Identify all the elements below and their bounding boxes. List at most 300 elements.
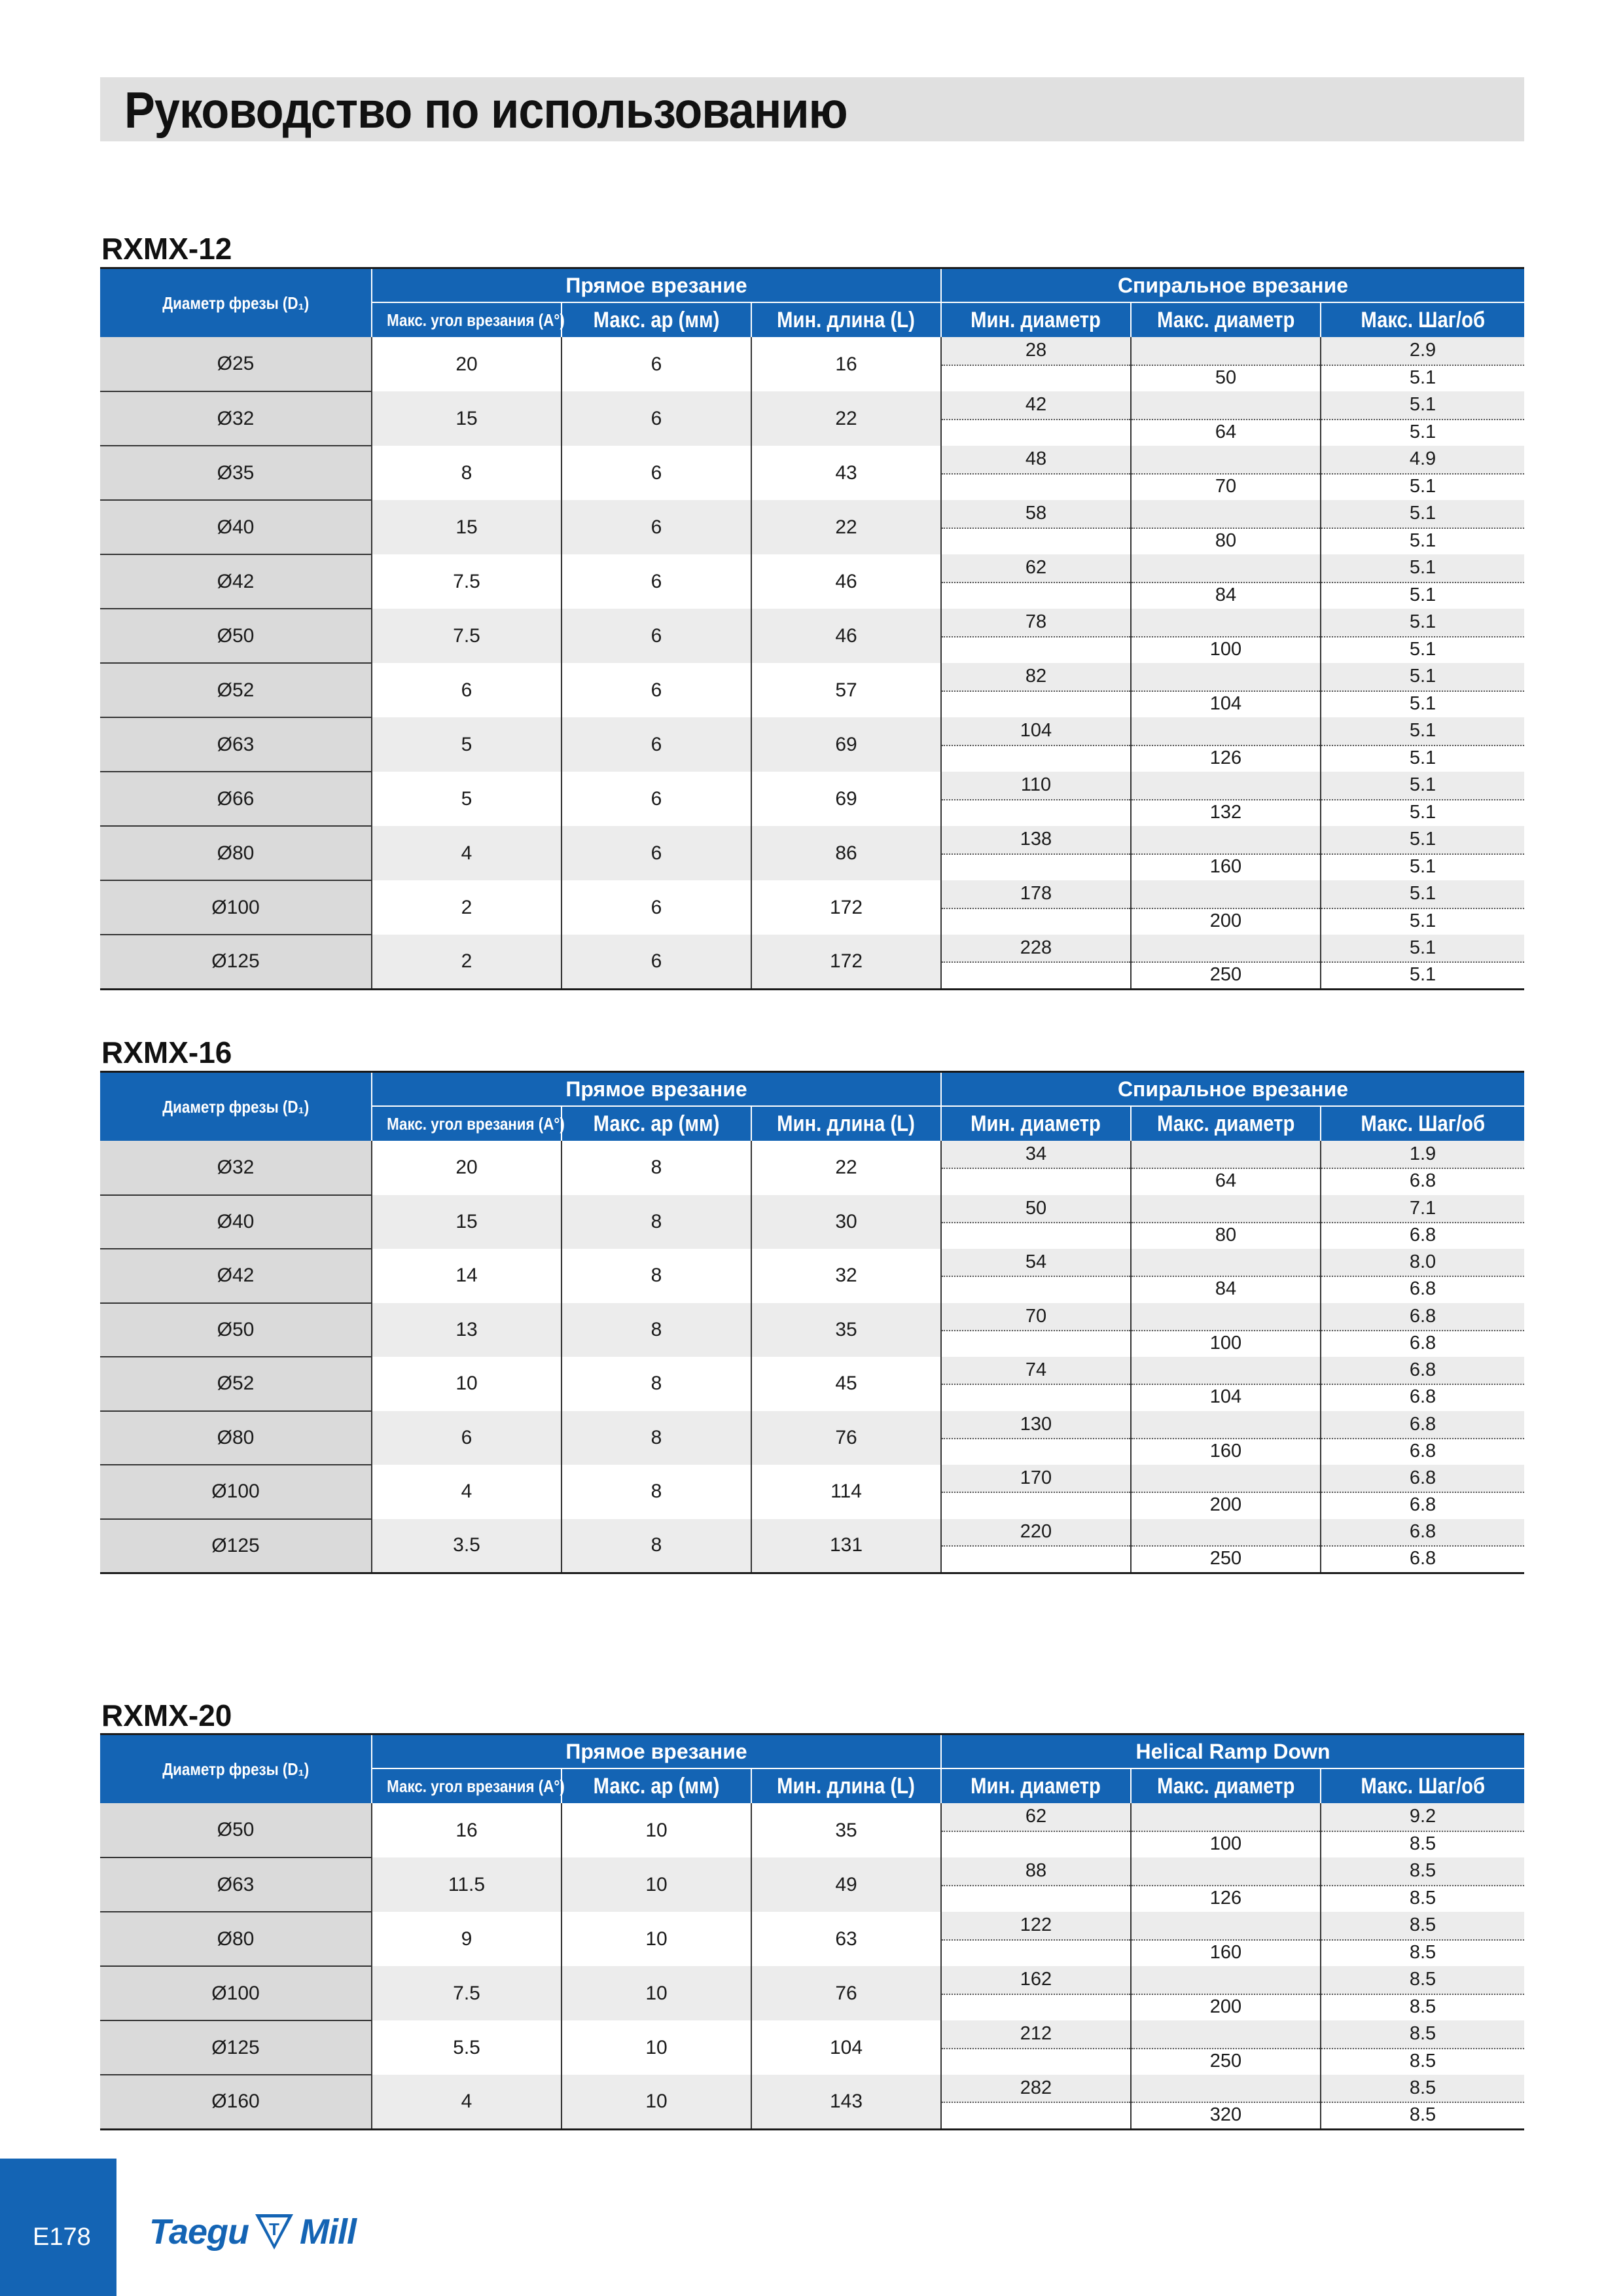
max-ap-cell: 6 [562,772,751,826]
min-diameter-upper: 58 [942,500,1130,529]
max-angle-cell: 16 [372,1803,562,1857]
max-diameter-upper [1132,1249,1320,1277]
min-diameter-lower [942,1885,1130,1912]
cutter-diameter-cell: Ø125 [100,1519,372,1573]
max-pitch-upper: 5.1 [1321,935,1524,963]
max-diameter-cell [1131,1141,1321,1195]
min-diameter-header [941,1768,1131,1803]
min-diameter-lower [942,419,1130,446]
min-diameter-upper: 130 [942,1411,1130,1439]
max-diameter-lower: 104 [1209,1386,1242,1408]
max-ap-cell: 6 [562,826,751,880]
max-pitch-upper: 8.5 [1321,1912,1524,1941]
max-ap-cell: 10 [562,1912,751,1966]
min-diameter-lower [942,1222,1130,1249]
cutter-diameter-cell: Ø100 [100,880,372,935]
max-angle-cell: 11.5 [372,1857,562,1912]
max-pitch-lower: 5.1 [1409,529,1436,551]
cutter-diameter-cell: Ø35 [100,446,372,500]
max-diameter-upper [1132,935,1320,963]
max-diameter-upper [1132,717,1320,746]
max-pitch-upper: 4.9 [1321,446,1524,475]
page-number: E178 [33,2223,91,2251]
max-diameter-lower: 80 [1215,1224,1237,1246]
max-pitch-upper: 5.1 [1321,663,1524,692]
max-diameter-cell [1131,1249,1321,1303]
table-row [100,1411,1524,1465]
min-length-cell: 35 [751,1303,941,1357]
max-angle-cell: 4 [372,826,562,880]
max-diameter-lower: 84 [1215,584,1237,605]
max-diameter-header [1131,1768,1321,1803]
min-diameter-upper: 62 [942,1803,1130,1832]
helical-ramping-header: Helical Ramp Down [941,1734,1524,1769]
max-angle-cell: 20 [372,1141,562,1195]
max-angle-header-label: Макс. угол врезания (A°) [387,310,565,330]
cutter-diameter-cell: Ø80 [100,1411,372,1465]
max-diameter-lower: 200 [1209,910,1242,931]
table-title-rxmx-12: RXMX-12 [101,232,232,266]
max-pitch-cell [1321,1519,1524,1573]
max-angle-header-label: Макс. угол врезания (A°) [387,1113,565,1134]
diameter-header [100,1734,372,1804]
max-ap-cell: 6 [562,717,751,772]
table-row [100,609,1524,663]
table-row [100,1303,1524,1357]
table-row [100,1912,1524,1966]
max-pitch-cell [1321,1357,1524,1411]
min-diameter-cell [941,500,1131,554]
min-diameter-upper: 88 [942,1857,1130,1886]
max-diameter-cell [1131,1857,1321,1912]
min-diameter-cell [941,1195,1131,1249]
cutter-diameter-cell: Ø40 [100,1195,372,1249]
min-diameter-upper: 282 [942,2075,1130,2103]
max-angle-cell: 15 [372,1195,562,1249]
max-diameter-upper [1132,1912,1320,1941]
max-ap-cell: 10 [562,1803,751,1857]
max-pitch-cell [1321,772,1524,826]
max-pitch-cell [1321,554,1524,609]
max-angle-header [372,1768,565,1803]
cutter-diameter-cell: Ø50 [100,1803,372,1857]
max-pitch-cell [1321,880,1524,935]
max-diameter-lower: 200 [1209,1996,1242,2017]
min-diameter-upper: 82 [942,663,1130,692]
max-angle-cell: 9 [372,1912,562,1966]
max-diameter-lower: 250 [1209,1547,1242,1569]
max-ap-header-label: Макс. ap (мм) [593,1773,720,1799]
min-diameter-lower [942,1831,1130,1858]
max-diameter-lower: 160 [1209,1941,1242,1963]
max-diameter-upper [1132,772,1320,800]
min-length-cell: 35 [751,1803,941,1857]
cutter-diameter-cell: Ø66 [100,772,372,826]
min-length-header-label: Мин. длина (L) [777,307,916,332]
page-title: Руководство по использованию [124,81,847,139]
min-length-header-label: Мин. длина (L) [777,1773,916,1799]
max-ap-cell: 6 [562,880,751,935]
min-length-cell: 63 [751,1912,941,1966]
min-diameter-header-label: Мин. диаметр [971,1773,1101,1799]
min-diameter-cell [941,1803,1131,1857]
max-ap-header [562,302,751,337]
max-diameter-header [1131,1106,1321,1141]
min-diameter-upper: 34 [942,1141,1130,1169]
min-diameter-upper: 78 [942,609,1130,637]
max-diameter-cell [1131,935,1321,989]
max-diameter-lower: 100 [1209,1833,1242,1854]
max-pitch-cell [1321,446,1524,500]
max-pitch-cell [1321,1966,1524,2020]
max-diameter-upper [1132,446,1320,475]
max-diameter-cell [1131,1966,1321,2020]
max-ap-cell: 10 [562,2020,751,2075]
min-diameter-cell [941,446,1131,500]
max-diameter-cell [1131,500,1321,554]
max-ap-header [562,1768,751,1803]
max-ap-cell: 8 [562,1411,751,1465]
min-length-cell: 76 [751,1966,941,2020]
max-angle-cell: 6 [372,663,562,717]
max-diameter-upper [1132,663,1320,692]
max-pitch-upper: 8.5 [1321,2075,1524,2103]
min-length-cell: 22 [751,1141,941,1195]
min-diameter-cell [941,1465,1131,1519]
max-diameter-upper [1132,1141,1320,1169]
max-pitch-upper: 5.1 [1321,609,1524,637]
max-pitch-cell [1321,663,1524,717]
cutter-diameter-cell: Ø125 [100,935,372,989]
table-row [100,935,1524,989]
min-diameter-cell [941,2020,1131,2075]
max-diameter-upper [1132,2075,1320,2103]
max-diameter-cell [1131,1803,1321,1857]
min-length-header [751,1106,941,1141]
max-diameter-lower: 250 [1209,963,1242,985]
min-diameter-cell [941,1966,1131,2020]
min-length-cell: 172 [751,880,941,935]
max-diameter-header-label: Макс. диаметр [1156,1111,1295,1136]
max-pitch-upper: 8.5 [1321,1857,1524,1886]
straight-ramping-header: Прямое врезание [372,268,941,303]
max-diameter-lower: 50 [1215,367,1237,388]
max-pitch-lower: 6.8 [1409,1224,1436,1246]
max-angle-header [372,302,565,337]
max-pitch-lower: 6.8 [1409,1386,1436,1408]
max-diameter-cell [1131,337,1321,391]
max-pitch-header-label: Макс. Шаг/об [1361,1773,1485,1799]
brand-logo-mark-icon [253,2212,296,2252]
max-pitch-header [1321,1768,1524,1803]
max-pitch-upper: 5.1 [1321,554,1524,583]
max-angle-header-label: Макс. угол врезания (A°) [387,1776,565,1796]
max-diameter-lower: 104 [1209,692,1242,714]
max-diameter-cell [1131,2075,1321,2129]
max-diameter-lower: 200 [1209,1494,1242,1516]
max-diameter-upper [1132,1803,1320,1832]
diameter-header [100,268,372,338]
max-angle-cell: 4 [372,1465,562,1519]
straight-ramping-header: Прямое врезание [372,1734,941,1769]
min-diameter-lower [942,1384,1130,1410]
max-pitch-header [1321,302,1524,337]
max-pitch-upper: 5.1 [1321,717,1524,746]
cutter-diameter-cell: Ø42 [100,554,372,609]
max-pitch-cell [1321,337,1524,391]
max-pitch-lower: 5.1 [1409,421,1436,442]
max-angle-cell: 13 [372,1303,562,1357]
max-diameter-cell [1131,391,1321,446]
max-pitch-cell [1321,1857,1524,1912]
max-pitch-lower: 5.1 [1409,963,1436,985]
min-diameter-upper: 170 [942,1465,1130,1493]
table-row [100,772,1524,826]
max-diameter-upper [1132,826,1320,855]
max-pitch-header-label: Макс. Шаг/об [1361,1111,1485,1136]
max-diameter-cell [1131,826,1321,880]
max-ap-cell: 6 [562,391,751,446]
min-diameter-header [941,302,1131,337]
min-diameter-cell [941,609,1131,663]
min-diameter-lower [942,1330,1130,1357]
table-row [100,554,1524,609]
max-pitch-upper: 5.1 [1321,391,1524,420]
max-pitch-lower: 6.8 [1409,1170,1436,1192]
spec-table-rxmx-16 [100,1071,1524,1574]
cutter-diameter-cell: Ø100 [100,1966,372,2020]
max-pitch-lower: 5.1 [1409,367,1436,388]
table-row [100,1357,1524,1411]
max-ap-header-label: Макс. ap (мм) [593,1111,720,1136]
max-pitch-lower: 5.1 [1409,692,1436,714]
max-diameter-lower: 160 [1209,855,1242,877]
table-row [100,2020,1524,2075]
min-diameter-lower [942,961,1130,988]
min-diameter-lower [942,691,1130,718]
table-row [100,500,1524,554]
min-diameter-cell [941,880,1131,935]
max-diameter-cell [1131,717,1321,772]
max-ap-cell: 8 [562,1141,751,1195]
max-diameter-lower: 84 [1215,1278,1237,1300]
max-ap-cell: 8 [562,1249,751,1303]
table-row [100,1519,1524,1573]
max-angle-cell: 7.5 [372,609,562,663]
max-ap-cell: 6 [562,500,751,554]
max-pitch-lower: 8.5 [1409,2104,1436,2125]
max-diameter-cell [1131,1519,1321,1573]
min-diameter-cell [941,1141,1131,1195]
table-row [100,1465,1524,1519]
max-diameter-upper [1132,554,1320,583]
max-pitch-upper: 5.1 [1321,880,1524,909]
brand-logo-right: Mill [300,2212,357,2251]
min-length-cell: 86 [751,826,941,880]
max-diameter-upper [1132,337,1320,366]
max-angle-cell: 15 [372,500,562,554]
helical-ramping-header: Спиральное врезание [941,1072,1524,1107]
max-diameter-cell [1131,2020,1321,2075]
max-diameter-header-label: Макс. диаметр [1156,307,1295,332]
max-pitch-lower: 5.1 [1409,747,1436,768]
max-diameter-lower: 320 [1209,2104,1242,2125]
min-diameter-cell [941,2075,1131,2129]
min-diameter-lower [942,853,1130,881]
max-pitch-upper: 8.5 [1321,1966,1524,1995]
max-ap-cell: 8 [562,1519,751,1573]
min-length-header [751,1768,941,1803]
cutter-diameter-cell: Ø63 [100,717,372,772]
cutter-diameter-cell: Ø52 [100,663,372,717]
max-pitch-lower: 5.1 [1409,638,1436,660]
max-pitch-cell [1321,2020,1524,2075]
min-diameter-cell [941,391,1131,446]
max-diameter-lower: 132 [1209,801,1242,823]
max-pitch-lower: 6.8 [1409,1332,1436,1354]
max-diameter-cell [1131,880,1321,935]
min-diameter-cell [941,1857,1131,1912]
min-diameter-lower [942,2048,1130,2075]
max-pitch-upper: 5.1 [1321,772,1524,800]
max-pitch-upper: 9.2 [1321,1803,1524,1832]
max-pitch-cell [1321,1803,1524,1857]
min-diameter-upper: 138 [942,826,1130,855]
min-length-cell: 143 [751,2075,941,2129]
max-pitch-header [1321,1106,1524,1141]
diameter-header-label: Диаметр фрезы (D₁) [162,1759,309,1779]
max-angle-cell: 7.5 [372,554,562,609]
min-diameter-upper: 50 [942,1195,1130,1223]
max-diameter-upper [1132,1411,1320,1439]
max-pitch-upper: 5.1 [1321,500,1524,529]
max-diameter-lower: 100 [1209,1332,1242,1354]
min-diameter-cell [941,772,1131,826]
max-pitch-lower: 8.5 [1409,1941,1436,1963]
max-ap-cell: 8 [562,1195,751,1249]
max-pitch-upper: 6.8 [1321,1465,1524,1493]
max-angle-cell: 5.5 [372,2020,562,2075]
max-ap-cell: 10 [562,1966,751,2020]
min-diameter-lower [942,1168,1130,1194]
max-pitch-lower: 5.1 [1409,855,1436,877]
max-diameter-upper [1132,880,1320,909]
max-diameter-cell [1131,1411,1321,1465]
min-diameter-upper: 28 [942,337,1130,366]
max-pitch-upper: 6.8 [1321,1411,1524,1439]
min-diameter-lower [942,1994,1130,2021]
max-diameter-upper [1132,391,1320,420]
table-row [100,1857,1524,1912]
min-diameter-cell [941,1519,1131,1573]
cutter-diameter-cell: Ø25 [100,337,372,391]
max-diameter-upper [1132,1519,1320,1547]
min-diameter-lower [942,908,1130,935]
max-pitch-cell [1321,1303,1524,1357]
min-length-cell: 69 [751,717,941,772]
max-ap-cell: 6 [562,446,751,500]
max-diameter-upper [1132,1195,1320,1223]
min-diameter-upper: 110 [942,772,1130,800]
max-pitch-upper: 6.8 [1321,1519,1524,1547]
min-length-cell: 30 [751,1195,941,1249]
min-length-cell: 46 [751,554,941,609]
cutter-diameter-cell: Ø40 [100,500,372,554]
min-diameter-lower [942,745,1130,772]
cutter-diameter-cell: Ø80 [100,826,372,880]
table-row [100,1966,1524,2020]
min-diameter-cell [941,1357,1131,1411]
max-pitch-upper: 8.5 [1321,2020,1524,2049]
table-title-rxmx-16: RXMX-16 [101,1035,232,1069]
min-length-cell: 131 [751,1519,941,1573]
max-pitch-cell [1321,1249,1524,1303]
min-diameter-lower [942,582,1130,609]
max-pitch-upper: 2.9 [1321,337,1524,366]
brand-logo [149,2212,356,2251]
max-pitch-lower: 6.8 [1409,1440,1436,1462]
min-length-cell: 43 [751,446,941,500]
max-diameter-lower: 64 [1215,421,1237,442]
table-row [100,337,1524,391]
max-pitch-lower: 5.1 [1409,475,1436,497]
min-diameter-cell [941,337,1131,391]
min-diameter-lower [942,1545,1130,1572]
min-diameter-lower [942,636,1130,664]
min-diameter-lower [942,473,1130,501]
min-length-cell: 45 [751,1357,941,1411]
max-pitch-cell [1321,1141,1524,1195]
max-pitch-lower: 6.8 [1409,1278,1436,1300]
max-ap-cell: 8 [562,1357,751,1411]
max-pitch-cell [1321,500,1524,554]
max-pitch-lower: 6.8 [1409,1547,1436,1569]
max-diameter-upper [1132,1465,1320,1493]
min-length-header-label: Мин. длина (L) [777,1111,916,1136]
brand-logo-left: Taegu [149,2212,249,2251]
min-diameter-upper: 48 [942,446,1130,475]
spec-table-rxmx-20 [100,1733,1524,2130]
min-diameter-upper: 122 [942,1912,1130,1941]
min-diameter-lower [942,2102,1130,2128]
min-diameter-upper: 62 [942,554,1130,583]
min-diameter-upper: 162 [942,1966,1130,1995]
max-pitch-cell [1321,717,1524,772]
min-length-cell: 46 [751,609,941,663]
min-length-cell: 32 [751,1249,941,1303]
min-diameter-cell [941,663,1131,717]
max-diameter-lower: 70 [1215,475,1237,497]
min-diameter-upper: 220 [942,1519,1130,1547]
min-length-header [751,302,941,337]
max-pitch-cell [1321,826,1524,880]
diameter-header-label: Диаметр фрезы (D₁) [162,1096,309,1117]
max-pitch-cell [1321,1912,1524,1966]
min-diameter-upper: 74 [942,1357,1130,1385]
max-ap-cell: 10 [562,1857,751,1912]
min-length-cell: 57 [751,663,941,717]
min-diameter-cell [941,1912,1131,1966]
max-angle-cell: 14 [372,1249,562,1303]
max-angle-cell: 4 [372,2075,562,2129]
diameter-header [100,1072,372,1141]
max-diameter-header-label: Макс. диаметр [1156,1773,1295,1799]
max-angle-header [372,1106,565,1141]
min-length-cell: 22 [751,500,941,554]
max-diameter-cell [1131,1357,1321,1411]
min-diameter-lower [942,799,1130,827]
table-row [100,1195,1524,1249]
